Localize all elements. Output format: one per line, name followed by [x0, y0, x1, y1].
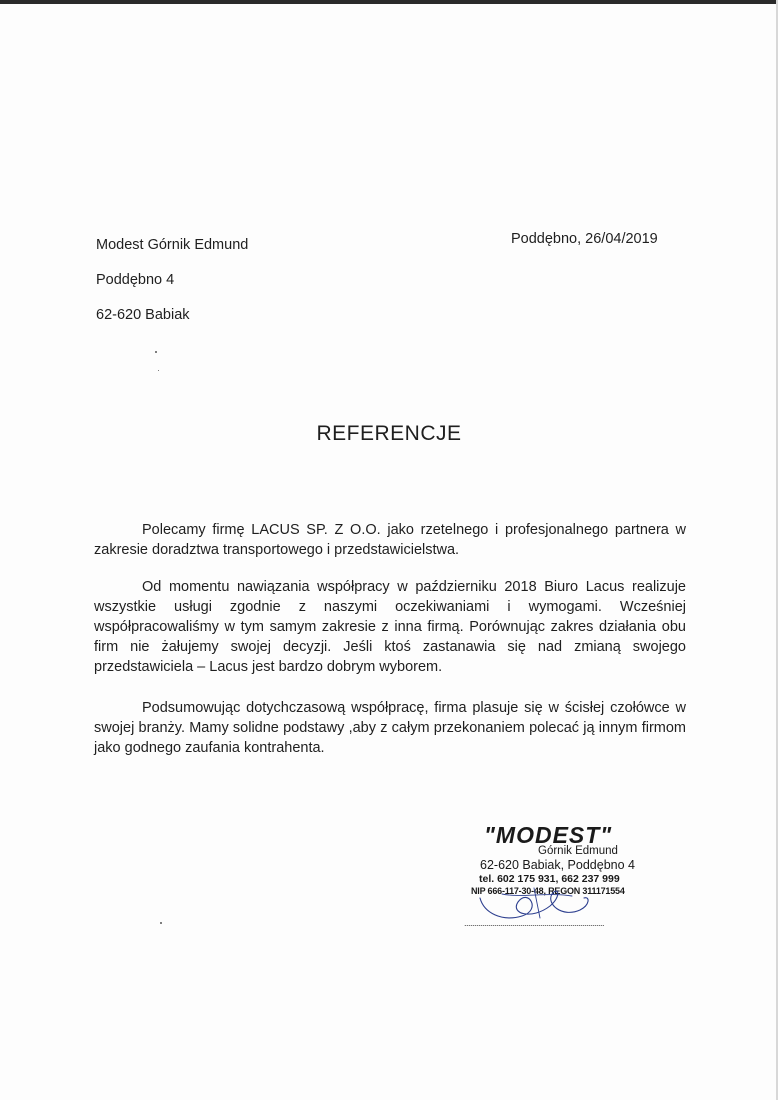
scan-speck — [160, 922, 162, 924]
sender-postal-city: 62-620 Babiak — [96, 307, 190, 323]
paragraph-line: współpracowaliśmy w tym samym zakresie z inna firmą. Porównując zakres działania obu — [94, 619, 686, 635]
paragraph-line: zakresie doradztwa transportowego i przedstawicielstwa. — [94, 542, 460, 558]
paragraph-line: wszystkie usługi zgodnie z naszymi oczekiwaniami i wymogami. Wcześniej — [94, 599, 686, 615]
document-title: REFERENCJE — [316, 422, 462, 445]
scan-top-edge — [0, 0, 778, 4]
paragraph-line: Podsumowując dotychczasową współpracę, firma plasuje się w ścisłej czołówce w — [142, 700, 686, 716]
stamp-address: 62-620 Babiak, Poddębno 4 — [480, 858, 635, 872]
sender-name: Modest Górnik Edmund — [96, 237, 249, 253]
stamp-phones: tel. 602 175 931, 662 237 999 — [479, 873, 620, 885]
stamp-brand: "MODEST" — [484, 822, 613, 848]
paragraph-1 — [94, 520, 686, 560]
sender-street: Poddębno 4 — [96, 272, 175, 288]
place-date: Poddębno, 26/04/2019 — [511, 231, 658, 247]
scan-speck — [158, 370, 159, 371]
paragraph-line: jako godnego zaufania kontrahenta. — [94, 740, 325, 756]
paragraph-2 — [94, 577, 686, 677]
stamp-ids: NIP 666-117-30-48, REGON 311171554 — [471, 886, 625, 896]
stamp-owner: Górnik Edmund — [538, 845, 618, 857]
signature-line: ...................................................................... — [464, 918, 605, 928]
paragraph-line: Polecamy firmę LACUS SP. Z O.O. jako rzetelnego i profesjonalnego partnera w — [142, 522, 686, 538]
paragraph-line: przedstawiciela – Lacus jest bardzo dobrym wyborem. — [94, 659, 443, 675]
paragraph-line: firm nie żałujemy swojej decyzji. Jeśli ktoś zastanawia się nad zmianą swojego — [94, 639, 686, 655]
paragraph-line: Od momentu nawiązania współpracy w październiku 2018 Biuro Lacus realizuje — [142, 579, 686, 595]
paragraph-line: swojej branży. Mamy solidne podstawy ,aby z całym przekonaniem polecać ją innym firmom — [94, 720, 686, 736]
scan-speck — [155, 351, 157, 353]
sender-block — [96, 228, 248, 333]
paragraph-3 — [94, 698, 686, 758]
